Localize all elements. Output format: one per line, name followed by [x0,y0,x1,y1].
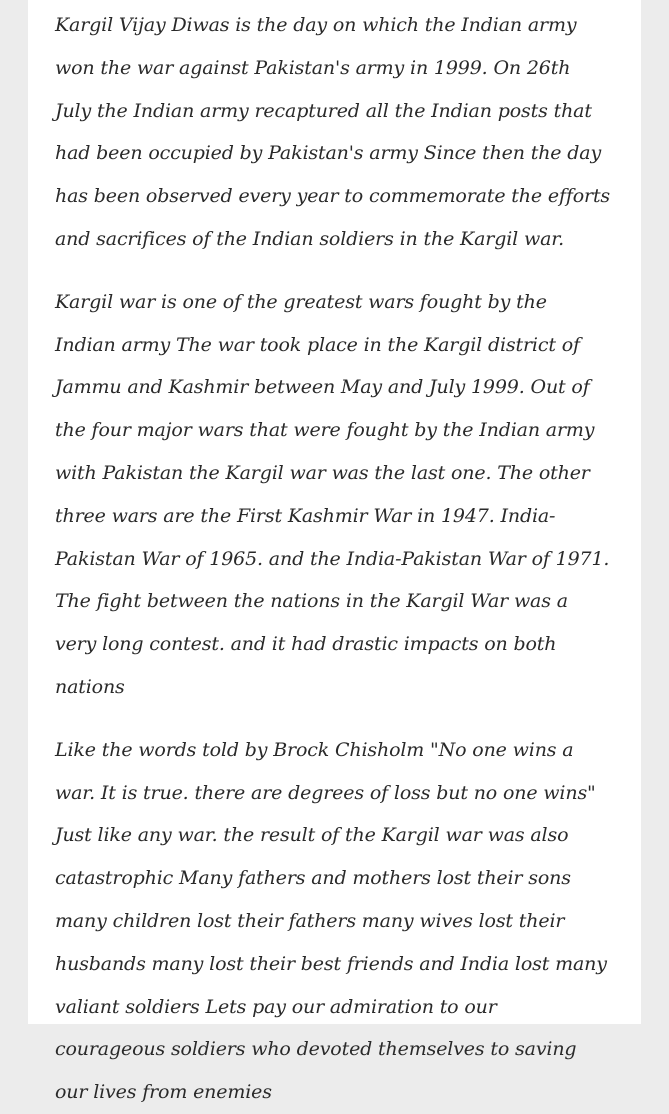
paragraph-kargil-vijay-diwas: Kargil Vijay Diwas is the day on which the Indian army won the war against Pakistan's army in 1999. On 26th July the Indian army recaptured all the Indian posts that had been occupied by Pakistan's army Since then the day has been observed every year to commemorate the efforts and sacrifices of the Indian soldiers in the Kargil war. [55,14,611,250]
paragraph-war-consequences: Like the words told by Brock Chisholm "No one wins a war. It is true. there are degrees of loss but no one wins" Just like any war. the result of the Kargil war was also catastrophic Many fathers and mothers lost their sons many children lost their fathers many wives lost their husbands many lost their best friends and India lost many valiant soldiers Lets pay our admiration to our courageous soldiers who devoted themselves to saving our lives from enemies [55,738,607,1104]
paragraph-kargil-war-history: Kargil war is one of the greatest wars fought by the Indian army The war took place in the Kargil district of Jammu and Kashmir between May and July 1999. Out of the four major wars that were fought by the Indian army with Pakistan the Kargil war was the last one. The other three wars are the First Kashmir War in 1947. India-Pakistan War of 1965. and the India-Pakistan War of 1971. The fight between the nations in the Kargil War was a very long contest. and it had drastic impacts on both nations [55,290,610,698]
essay-body [55,4,611,1114]
document-page [28,0,641,1104]
